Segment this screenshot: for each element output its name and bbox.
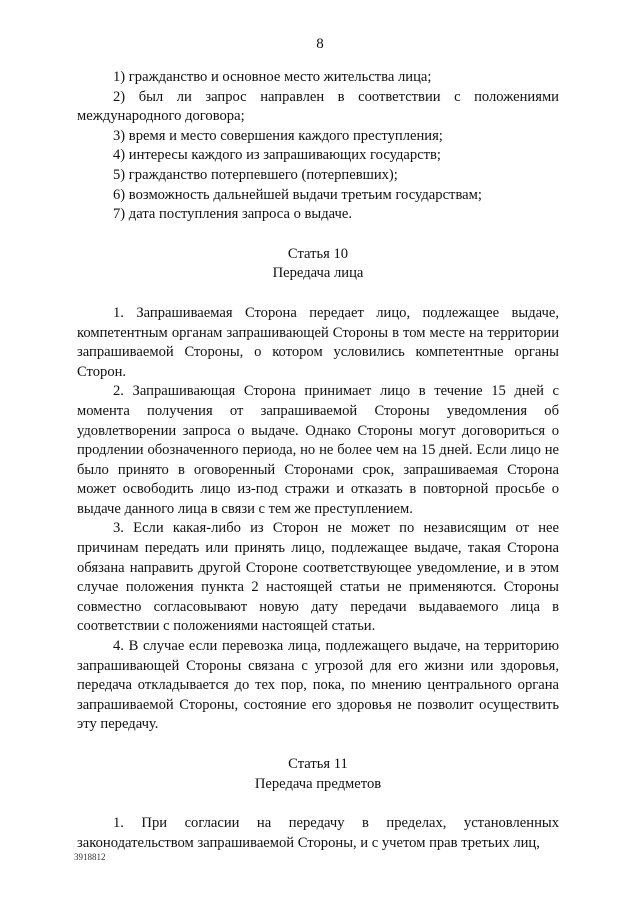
list-item: 4) интересы каждого из запрашивающих государств; [113, 147, 441, 164]
paragraph: 1. Запрашиваемая Сторона передает лицо, подлежащее выдаче, компетентным органам запрашивающей Стороны в том месте на территории запрашиваемой Стороны, о котором условились компетентные органы Сторон. [77, 304, 559, 380]
page-number: 8 [316, 36, 324, 52]
document-code: 3918812 [74, 852, 106, 862]
list-item: 7) дата поступления запроса о выдаче. [113, 206, 353, 223]
article-10 [77, 245, 559, 735]
article-11 [77, 755, 559, 853]
paragraph: 1. При согласии на передачу в пределах, установленных законодательством запрашиваемой Стороны, и с учетом прав третьих лиц, [77, 815, 559, 851]
paragraph: 4. В случае если перевозка лица, подлежащего выдаче, на территорию запрашивающей Стороны связана с угрозой для его жизни или здоровья, передача откладывается до тех пор, пока, по мнению центрального органа запрашиваемой Стороны, состояние его здоровья не позволит осуществить эту передачу. [77, 638, 559, 733]
list-item: 6) возможность дальнейшей выдачи третьим государствам; [113, 186, 482, 203]
paragraph: 3. Если какая-либо из Сторон не может по независящим от нее причинам передать или принять лицо, подлежащее выдаче, такая Сторона обязана направить другой Стороне соответствующее уведомление, и в этом случае положения пункта 2 настоящей статьи не применяются. Стороны совместно согласовывают новую дату передачи выдаваемого лица в соответствии с положениями настоящей статьи. [77, 520, 559, 635]
list-item: 5) гражданство потерпевшего (потерпевших); [113, 166, 398, 183]
document-body [77, 68, 559, 853]
article-number: Статья 10 [287, 245, 349, 262]
list-item: 1) гражданство и основное место жительства лица; [113, 69, 432, 85]
article-title: Передача лица [272, 265, 364, 282]
article-title: Передача предметов [254, 775, 382, 792]
list-item: 2) был ли запрос направлен в соответствии с положениями международного договора; [77, 88, 559, 125]
article-number: Статья 11 [288, 756, 348, 772]
paragraph: 2. Запрашивающая Сторона принимает лицо в течение 15 дней с момента получения от запрашиваемой Стороны уведомления об удовлетворении запроса о выдаче. Однако Стороны могут договориться о продлении обозначенного периода, но не более чем на 15 дней. Если лицо не было принято в оговоренный Сторонами срок, запрашиваемая Сторона может освободить лицо из-под стражи и отказать в повторной просьбе о выдаче данного лица в связи с тем же преступлением. [77, 383, 559, 517]
criteria-list [77, 68, 559, 225]
list-item: 3) время и место совершения каждого преступления; [113, 127, 443, 144]
